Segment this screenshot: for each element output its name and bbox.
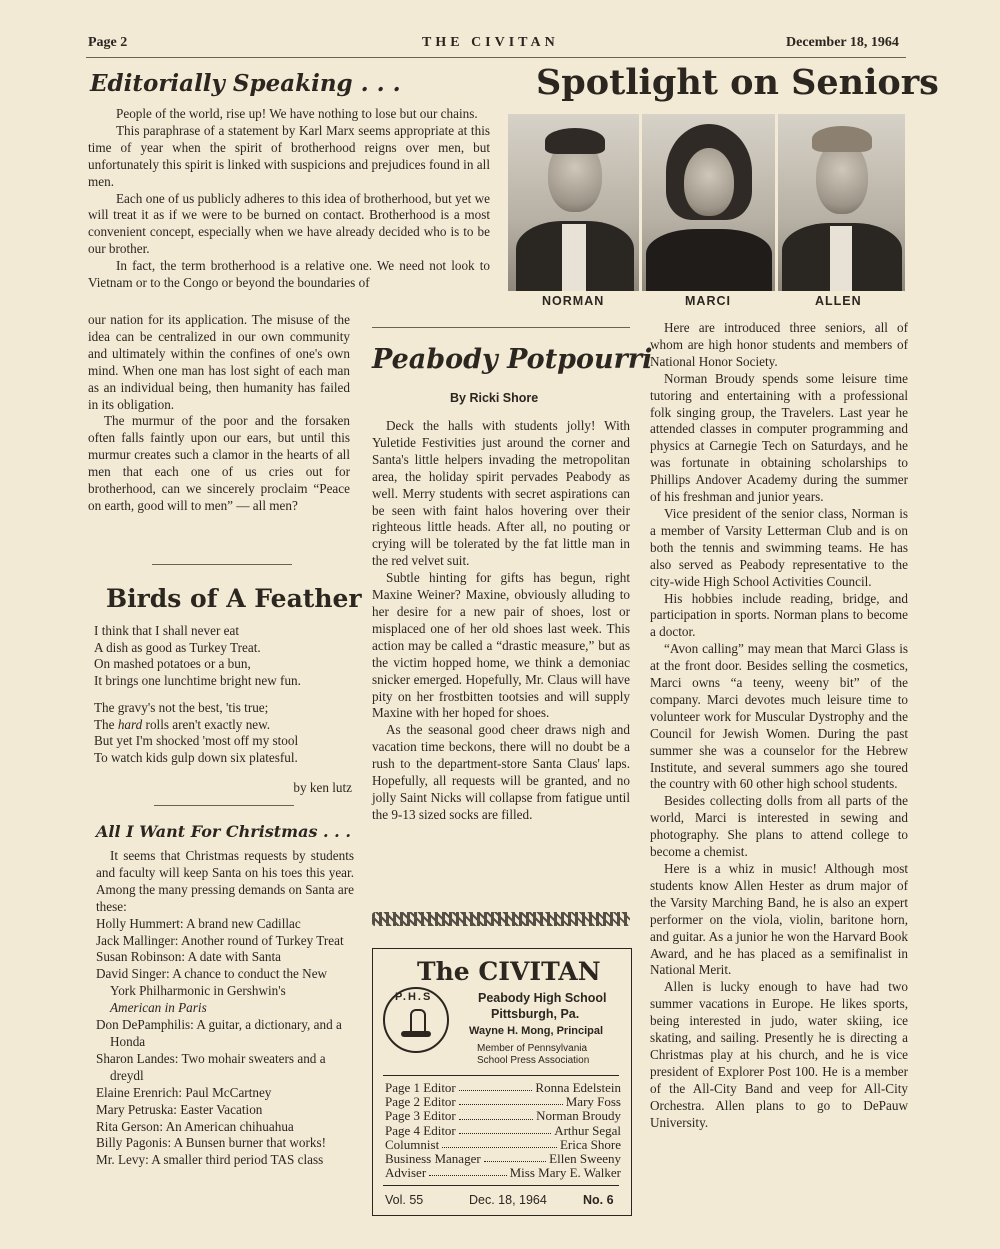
- poem-line: I think that I shall never eat: [94, 623, 240, 638]
- christmas-intro: It seems that Christmas requests by students and faculty will keep Santa on his toes this year. Among the many pressing demands on Santa are these:: [96, 848, 354, 914]
- senior-photo-marci: [642, 114, 775, 291]
- header-date: December 18, 1964: [786, 35, 899, 50]
- list-item: Jack Mallinger: Another round of Turkey Treat: [96, 932, 344, 948]
- poem-byline: by ken lutz: [293, 780, 352, 795]
- issue-number: No. 6: [583, 1193, 614, 1207]
- list-item: Holly Hummert: A brand new Cadillac: [96, 915, 301, 931]
- spotlight-paragraph: Besides collecting dolls from all parts of the world, Marci is interested in sewing and photography. She plans to attend college to become a chemist.: [650, 793, 908, 860]
- spotlight-paragraph: Vice president of the senior class, Norman is a member of Varsity Letterman Club and is on both the tennis and swimming teams. He has also served as Peabody representative to the city-wide High School Activities Council.: [650, 505, 908, 589]
- christmas-body: [96, 848, 354, 1169]
- staff-row: Business Manager Ellen Sweeny: [385, 1151, 621, 1167]
- poem-line: A dish as good as Turkey Treat.: [94, 639, 261, 655]
- poem-line: The hard rolls aren't exactly new.: [94, 716, 271, 732]
- potpourri-title: Peabody Potpourri: [372, 344, 653, 375]
- masthead-inner-rule: [383, 1075, 619, 1076]
- staff-list: [385, 1081, 621, 1180]
- school-name: Peabody High School: [478, 991, 607, 1005]
- list-item: Mr. Levy: A smaller third period TAS class: [96, 1152, 324, 1168]
- holly-garland-divider: [372, 912, 630, 926]
- issue-date: Dec. 18, 1964: [469, 1193, 547, 1207]
- list-item: Sharon Landes: Two mohair sweaters and a dreydl: [96, 1050, 326, 1083]
- spotlight-body: [650, 320, 908, 1132]
- masthead-box: [372, 948, 632, 1216]
- staff-row: Page 4 Editor Arthur Segal: [385, 1122, 621, 1138]
- caption-allen: ALLEN: [815, 294, 862, 308]
- potpourri-paragraph: As the seasonal good cheer draws nigh and vacation time beckons, there will no doubt be a rush to the department-store Santa Claus' laps. Hopefully, all requests will be granted, and no jolly Saint Nicks will collapse from fatigue until the 9-13 sized socks are filled.: [372, 722, 630, 822]
- editorial-title: Editorially Speaking . . .: [90, 70, 401, 97]
- editorial-body: [88, 106, 490, 292]
- list-item: Don DePamphilis: A guitar, a dictionary, and a Honda: [96, 1017, 342, 1049]
- section-divider: [152, 564, 292, 565]
- potpourri-byline: By Ricki Shore: [450, 391, 539, 405]
- senior-photo-norman: [508, 114, 639, 291]
- section-divider: [154, 805, 294, 806]
- list-item: Billy Pagonis: A Bunsen burner that works!: [96, 1135, 327, 1151]
- school-seal-icon: [383, 987, 449, 1053]
- list-item: Elaine Erenrich: Paul McCartney: [96, 1084, 272, 1100]
- staff-row: Adviser Miss Mary E. Walker: [385, 1165, 621, 1181]
- caption-marci: MARCI: [685, 294, 731, 308]
- editorial-paragraph: In fact, the term brotherhood is a relative one. We need not look to Vietnam or to the Congo or beyond the boundaries of: [88, 258, 490, 291]
- list-item: Mary Petruska: Easter Vacation: [96, 1101, 263, 1117]
- list-item: Susan Robinson: A date with Santa: [96, 949, 281, 965]
- school-city: Pittsburgh, Pa.: [491, 1007, 580, 1021]
- birds-poem: [94, 623, 356, 797]
- editorial-paragraph: People of the world, rise up! We have nothing to lose but our chains.: [116, 106, 478, 121]
- editorial-paragraph: This paraphrase of a statement by Karl Marx seems appropriate at this time of year when the spirit of brotherhood reigns over men, but unfortunately this spirit is linked with suspicions and prejudices found in all men.: [88, 122, 490, 189]
- birds-title: Birds of A Feather: [106, 584, 362, 613]
- poem-line: But yet I'm shocked 'most off my stool: [94, 733, 299, 748]
- section-divider: [372, 327, 630, 328]
- spotlight-paragraph: “Avon calling” may mean that Marci Glass is at the front door. Besides selling the cosmetics, Marci owns “a teeny, weeny bit” of the company. Marci devotes much leisure time to volunteer work for Muscular Dystrophy and the Council for Jewish Women. During the past summer she was a counselor for the Hebrew Institute, and several summers ago she toured the country with 60 other high school students.: [650, 641, 908, 792]
- staff-row: Page 2 Editor Mary Foss: [385, 1094, 621, 1110]
- poem-line: It brings one lunchtime bright new fun.: [94, 672, 301, 688]
- editorial-paragraph: Each one of us publicly adheres to this idea of brotherhood, but yet we will treat it as if we were to be burned on contact. Brotherhood is a most convenient concept, especially when we have already decided who is to be our brother.: [88, 190, 490, 257]
- staff-row: Columnist Erica Shore: [385, 1136, 621, 1152]
- list-item: David Singer: A chance to conduct the New York Philharmonic in Gershwin's: [96, 966, 328, 999]
- editorial-continuation-text: our nation for its application. The misuse of the idea can be centralized in our own community and ultimately within the confines of one's own mind. When one man has lost sight of each man as an individual being, then humanity has failed in its obligation.: [88, 312, 350, 412]
- senior-photo-allen: [778, 114, 905, 291]
- staff-row: Page 3 Editor Norman Broudy: [385, 1108, 621, 1124]
- staff-row: Page 1 Editor Ronna Edelstein: [385, 1080, 621, 1095]
- header-rule: [86, 57, 906, 58]
- potpourri-paragraph: Deck the halls with students jolly! With Yuletide Festivities just around the corner and Santa's little helpers invading the metropolitan area, the holiday spirit pervades Peabody as well. Merry students with secret aspirations can be seen with faint halos hovering over their righteous little heads. After all, no pouting or crying will be tolerated by the fat little man in the red velvet suit.: [372, 418, 630, 569]
- principal: Wayne H. Mong, Principal: [469, 1025, 604, 1037]
- volume: Vol. 55: [385, 1193, 424, 1207]
- membership-line-2: School Press Association: [477, 1055, 590, 1066]
- editorial-continuation: [88, 312, 350, 515]
- editorial-final-paragraph: The murmur of the poor and the forsaken often falls faintly upon our ears, but until this murmur creates such a clamor in the hearts of all men that each one of us cries out for brotherhood, can we sincerely proclaim “Peace on earth, good will to men” — all men?: [88, 413, 350, 513]
- poem-line: The gravy's not the best, 'tis true;: [94, 700, 269, 715]
- page-number: Page 2: [88, 35, 128, 50]
- masthead-inner-rule: [383, 1185, 619, 1186]
- potpourri-body: [372, 418, 630, 824]
- list-item: Rita Gerson: An American chihuahua: [96, 1118, 294, 1134]
- potpourri-paragraph: Subtle hinting for gifts has begun, right Maxine Weiner? Maxine, obviously alluding to her desire for a new pair of shoes, lost or misplaced one of her old shoes last week. This action may be called a “drastic measure,” but as the victim hopped home, we think a demoniac snicker emerged. Hopefully, Mr. Claus will have pity on her frostbitten tootsies and will supply Maxine with her hoped for shoes.: [372, 570, 630, 721]
- spotlight-title: Spotlight on Seniors: [536, 62, 939, 103]
- membership-line-1: Member of Pennsylvania: [477, 1043, 588, 1054]
- spotlight-paragraph: Norman Broudy spends some leisure time tutoring and entertaining with a professional folk singing group, the Travelers. Last year he attended classes in computer programming and physics at Carnegie Tech on Saturdays, and he was fortunate in obtaining scholarships to Phillips Andover Academy during the summer of his freshman and junior years.: [650, 370, 908, 505]
- christmas-title: All I Want For Christmas . . .: [96, 822, 351, 841]
- spotlight-paragraph: Allen is lucky enough to have had two summer vacations in Europe. He likes sports, being interested in judo, water skiing, ice skating, and sailing. Presently he is directing a Christmas play at his church, and he is vice president of Explorer Post 100. He is a member of the All-City Band and veep for All-City Orchestra. Allen plans to go to DePauw University.: [650, 979, 908, 1130]
- spotlight-paragraph: Here is a whiz in music! Although most students know Allen Hester as drum major of the Varsity Marching Band, he is also an expert performer on the viola, violin, baritone horn, and guitar. As a junior he won the Harvard Book Award, and he has placed as a semifinalist in National Merit.: [650, 861, 908, 978]
- masthead-header: THE CIVITAN: [422, 35, 559, 50]
- spotlight-paragraph: His hobbies include reading, bridge, and participation in sports. Norman plans to become a doctor.: [650, 590, 908, 640]
- poem-emphasis: hard: [117, 716, 143, 732]
- masthead-title: The CIVITAN: [417, 957, 601, 986]
- list-item-italic: American in Paris: [110, 1000, 207, 1016]
- caption-norman: NORMAN: [542, 294, 605, 308]
- seal-text: P.H.S: [395, 991, 433, 1003]
- spotlight-paragraph: Here are introduced three seniors, all of whom are high honor students and members of National Honor Society.: [650, 320, 908, 369]
- poem-line: On mashed potatoes or a bun,: [94, 656, 251, 671]
- poem-line: To watch kids gulp down six platesful.: [94, 749, 298, 765]
